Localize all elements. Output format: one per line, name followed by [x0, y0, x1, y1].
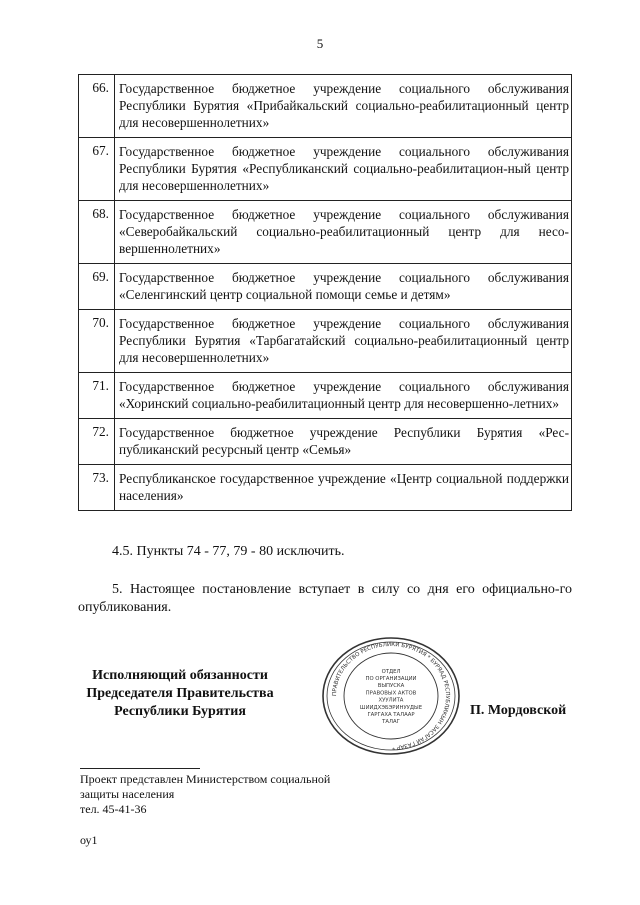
- item-text: Государственное бюджетное учреждение Республики Бурятия «Рес-публиканский ресурсный центр «Семья»: [115, 419, 572, 465]
- table-row: [79, 310, 572, 373]
- seal-inner-line: ОТДЕЛ: [381, 668, 401, 675]
- item-text: Республиканское государственное учреждение «Центр социальной поддержки населения»: [115, 465, 572, 511]
- document-code: оу1: [80, 833, 98, 847]
- item-number: 69.: [79, 264, 115, 310]
- item-number: 70.: [79, 310, 115, 373]
- table-row: [79, 373, 572, 419]
- seal-inner-line: ВЫПУСКА: [377, 683, 405, 690]
- item-number: 67.: [79, 138, 115, 201]
- seal-inner-line: ПРАВОВЫХ АКТОВ: [365, 690, 417, 697]
- item-text: Государственное бюджетное учреждение социального обслуживания Республики Бурятия «Прибайкальский социально-реабилитационный центр для несовершеннолетних»: [115, 75, 572, 138]
- seal-inner-line: ТАЛАГ: [382, 719, 400, 726]
- signatory-title-line-2: Председателя Правительства: [86, 686, 274, 701]
- item-text: Государственное бюджетное учреждение социального обслуживания «Селенгинский центр социальной помощи семье и детям»: [115, 264, 572, 310]
- item-text: Государственное бюджетное учреждение социального обслуживания «Хоринский социально-реабилитационный центр для несовершенно-летних»: [115, 373, 572, 419]
- footnote: [80, 772, 380, 817]
- footnote-line-3: тел. 45-41-36: [80, 802, 147, 816]
- item-text: Государственное бюджетное учреждение социального обслуживания «Северобайкальский социально-реабилитационный центр для несо-вершеннолетних»: [115, 201, 572, 264]
- seal-ring-text: ПРАВИТЕЛЬСТВО РЕСПУБЛИКИ БУРЯТИЯ * БУРЯАД РЕСПУБЛИКЫН ЗАСАГАЙ ГАЗАР *: [331, 641, 451, 751]
- item-text: Государственное бюджетное учреждение социального обслуживания Республики Бурятия «Тарбагатайский социально-реабилитационный центр для несовершеннолетних»: [115, 310, 572, 373]
- table-row: [79, 419, 572, 465]
- footnote-line-1: Проект представлен Министерством социальной: [80, 772, 331, 786]
- signatory-title: [80, 667, 280, 721]
- footnote-line-2: защиты населения: [80, 787, 175, 801]
- signatory-title-line-1: Исполняющий обязанности: [92, 668, 268, 683]
- item-text: Государственное бюджетное учреждение социального обслуживания Республики Бурятия «Республиканский социально-реабилитацион-ный центр для несовершеннолетних»: [115, 138, 572, 201]
- item-number: 66.: [79, 75, 115, 138]
- institutions-table: [78, 74, 572, 511]
- item-number: 72.: [79, 419, 115, 465]
- seal-inner-line: ПО ОРГАНИЗАЦИИ: [365, 676, 417, 682]
- table-row: [79, 201, 572, 264]
- footnote-divider: [80, 768, 200, 769]
- page-number: 5: [316, 36, 324, 51]
- paragraph-4-5: 4.5. Пункты 74 - 77, 79 - 80 исключить.: [112, 544, 345, 559]
- seal-inner-line: ШИИДХЭБЭРИНУУДЫЕ: [359, 704, 423, 711]
- paragraph-5: 5. Настоящее постановление вступает в силу со дня его официально-го опубликования.: [78, 582, 572, 615]
- table-row: [79, 138, 572, 201]
- table-row: [79, 75, 572, 138]
- seal-inner-line: ХУУЛИТА: [378, 697, 404, 704]
- table-row: [79, 264, 572, 310]
- signatory-title-line-3: Республики Бурятия: [114, 704, 246, 719]
- table-row: [79, 465, 572, 511]
- official-seal: [316, 636, 466, 756]
- item-number: 71.: [79, 373, 115, 419]
- item-number: 73.: [79, 465, 115, 511]
- signatory-name: П. Мордовской: [470, 703, 567, 718]
- item-number: 68.: [79, 201, 115, 264]
- seal-inner-line: ГАРГАХА ТАЛААР: [367, 712, 415, 718]
